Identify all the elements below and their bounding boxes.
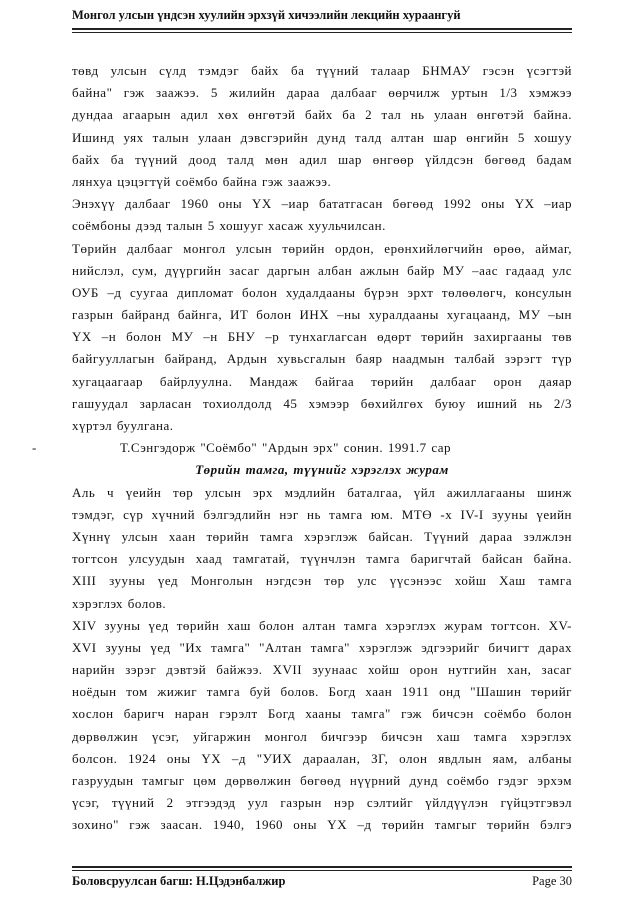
text-line: газруудын тамгыг цөм дөрвөлжин бөгөөд нүүрний дунд соёмбо гэдэг эрхэм [72,773,572,788]
section-heading: Төрийн тамга, түүнийг хэрэглэх журам [195,462,449,478]
text-line: зохино" гэж заасан. 1940, 1960 оны ҮХ –д төрийн тамгыг төрийн бэлгэ [72,817,572,833]
source-citation [32,437,572,459]
text-line: үсэг, түүний 2 этгээдэд уул газрын нэр сэлтийг үйлдүүлэн гүйцэтгэвэл [72,795,572,811]
text-line: Аль ч үеийн төр улсын эрх мэдлийн баталгаа, үйл ажиллагааны шинж [72,484,572,500]
text-line: ОУБ –д суугаа дипломат болон худалдааны бүрэн эрхт төлөөлөгч, консулын [72,284,572,300]
text-line: Хүннү улсын хаан төрийн тамга хэрэглэж байсан. Түүний дараа зэлжлэн [72,528,572,544]
text-line: байна" гэж заажээ. 5 жилийн дараа далбааг өөрчилж уртын 1/3 хэмжээ [72,85,572,101]
text-line: байх ба түүний доод талд мөн адил шар өнгөөр үйлдсэн бөгөөд бадам [72,151,572,167]
text-line: Энэхүү далбааг 1960 оны ҮХ –иар бататгасан бөгөөд 1992 оны ҮХ –иар [72,196,572,212]
text-line: Ишинд уях талын улаан дэвсгэрийн дунд талд алтан шар өнгийн 5 хошуу [72,129,572,145]
text-line: байгууллагын байранд, Ардын хувьсгалын баяр наадмын талбай зэрэгт түр [72,351,572,367]
page-body [32,60,572,837]
text-line: хослон баригч наран гэрэлт Богд хааны тамга" гэж бичсэн соёмбо болон [72,706,572,722]
text-line: болсон. 1924 оны ҮХ –д "УИХ дараалан, ЗГ, олон явдлын яам, албаны [72,750,572,766]
text-line: лянхуа цэцэгтүй соёмбо байна гэж заажээ. [72,173,332,189]
page-number: Page 30 [532,874,572,888]
text-line: ноёдын том жижиг тамга буй болов. Богд хаан 1911 онд "Шашин төрийг [72,684,572,700]
text-line: XIV зууны үед төрийн хаш болон алтан тамга хэрэглэх журам тогтсон. XV- [72,617,572,633]
text-line: хугацаагаар байрлуулна. Мандаж байгаа төрийн далбааг орон даяар [72,373,572,389]
text-line: тогтсон улсуудын хаад тамгатай, түүнчлэн тамга баригчтай байсан байна. [72,551,572,567]
paragraph-seal [72,482,572,837]
text-line: ҮХ –н болон МУ –н БНУ –р тунхаглагсан өдөрт төрийн захиргааны төв [72,329,572,345]
text-line: нарийн зэрэг дэвтэй байжээ. XVII зуунаас хойш орон нутгийн хан, засаг [72,662,572,678]
footer-rule [72,866,572,868]
text-line: хэрэглэх болов. [72,595,167,611]
text-line: төвд улсын сүлд тэмдэг байх ба түүний талаар БНМАУ гэсэн үсэгтэй [72,63,572,78]
text-line: нийслэл, сум, дүүргийн засаг даргын албан ажлын байр МУ –аас гадаад улс [72,262,572,278]
text-line: гашуудал зарласан тохиолдолд 45 хэмээр бөхийлгөх буюу ишний нь 2/3 [72,395,572,411]
paragraph-flag [72,60,572,437]
text-line: XVI зууны үед "Их тамга" "Алтан тамга" хэрэглэж эдгээрийг бичигт дарах [72,639,572,655]
text-line: газрын байранд байнга, ИТ болон ИНХ –ны хуралдааны хугацаанд, МУ –ын [72,307,572,323]
page-header: Монгол улсын үндсэн хуулийн эрхзүй хичээлийн лекцийн хураангуй [72,8,461,22]
text-line: соёмбоны дээд талын 5 хошууг хасаж хуульчилсан. [72,218,386,234]
text-line: XIII зууны үед Монголын нэгдсэн төр улс үүсэнээс хойш Хаш тамга [72,573,572,589]
text-line: дөрвөлжин үсэг, уйгаржин монгол бичгээр бичсэн хаш тамга хэрэглэх [72,728,572,744]
text-line: тэмдэг, сүр хүчний бэлгэдлийн нэг нь тамга юм. МТӨ -х IV-I зууны үеийн [72,506,572,522]
source-text: Т.Сэнгэдорж "Соёмбо" "Ардын эрх" сонин. 1991.7 сар [120,440,452,456]
header-rule [72,28,572,30]
list-bullet: - [32,440,37,456]
text-line: дундаа агаарын адил хөх өнгөтэй байх ба 2 тал нь улаан өнгөтэй байна. [72,107,572,123]
text-line: Төрийн далбааг монгол улсын төрийн ордон, ерөнхийлөгчийн өрөө, аймаг, [72,240,572,256]
header-rule-thin [72,32,572,33]
footer-rule-thin [72,870,572,871]
text-line: хүртэл буулгана. [72,418,174,433]
footer-author: Боловсруулсан багш: Н.Цэдэнбалжир [72,874,286,888]
